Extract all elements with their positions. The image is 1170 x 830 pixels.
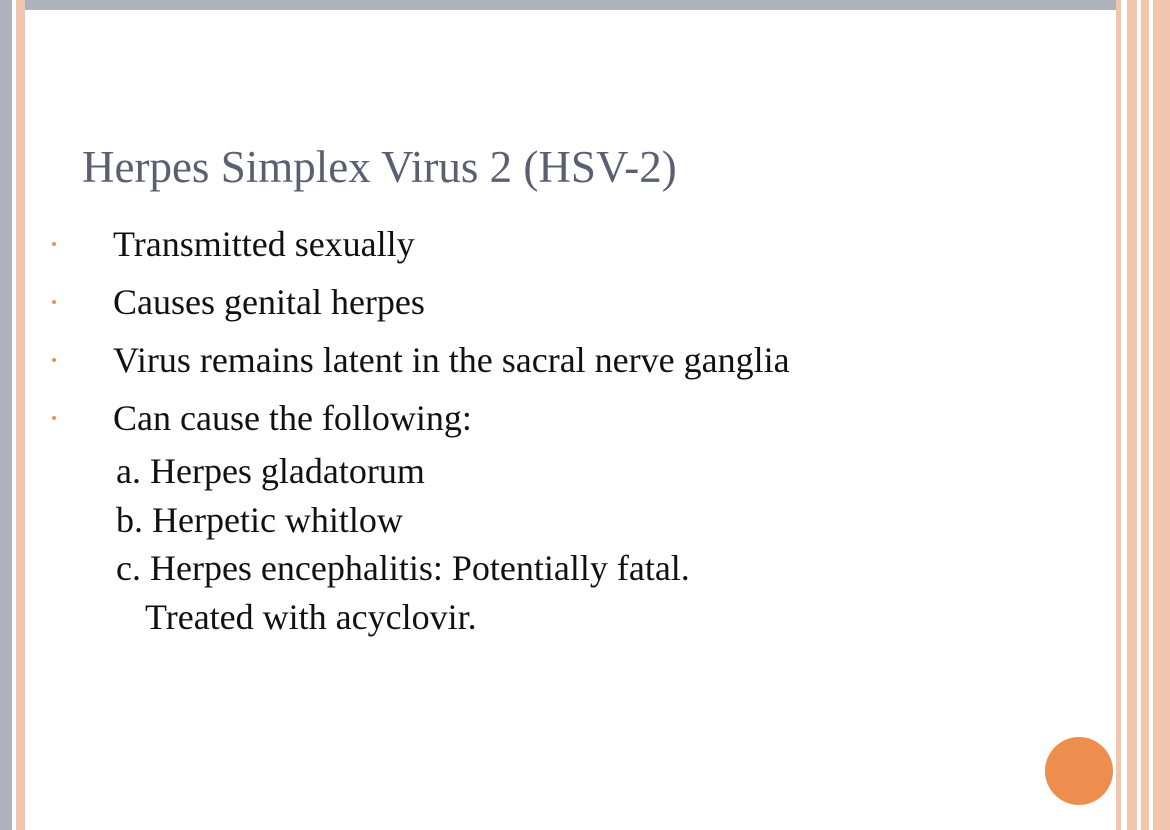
bullet-dot-icon	[52, 358, 56, 362]
bullet-item	[0, 280, 1100, 338]
right-border-stripe	[1141, 0, 1149, 830]
bullet-dot-icon	[52, 300, 56, 304]
bullet-text: Causes genital herpes	[113, 282, 425, 322]
bullet-list	[0, 222, 1100, 454]
sub-item: c. Herpes encephalitis: Potentially fatal.	[116, 548, 690, 588]
bullet-text: Can cause the following:	[113, 398, 472, 438]
orange-circle-decoration	[1045, 737, 1113, 805]
sub-list	[116, 447, 690, 641]
sub-item-continuation: Treated with acyclovir.	[145, 596, 477, 637]
bullet-item	[0, 222, 1100, 280]
sub-item: b. Herpetic whitlow	[116, 499, 403, 540]
bullet-item	[0, 396, 1100, 454]
top-border-bar	[0, 0, 1124, 10]
right-border-stripe	[1127, 0, 1137, 830]
bullet-item	[0, 338, 1100, 396]
bullet-dot-icon	[52, 242, 56, 246]
right-border-stripe	[1153, 0, 1170, 830]
slide-title: Herpes Simplex Virus 2 (HSV-2)	[82, 142, 677, 192]
bullet-dot-icon	[52, 416, 56, 420]
bullet-text: Virus remains latent in the sacral nerve ganglia	[113, 340, 790, 380]
sub-item: a. Herpes gladatorum	[116, 451, 425, 491]
bullet-text: Transmitted sexually	[113, 224, 415, 264]
